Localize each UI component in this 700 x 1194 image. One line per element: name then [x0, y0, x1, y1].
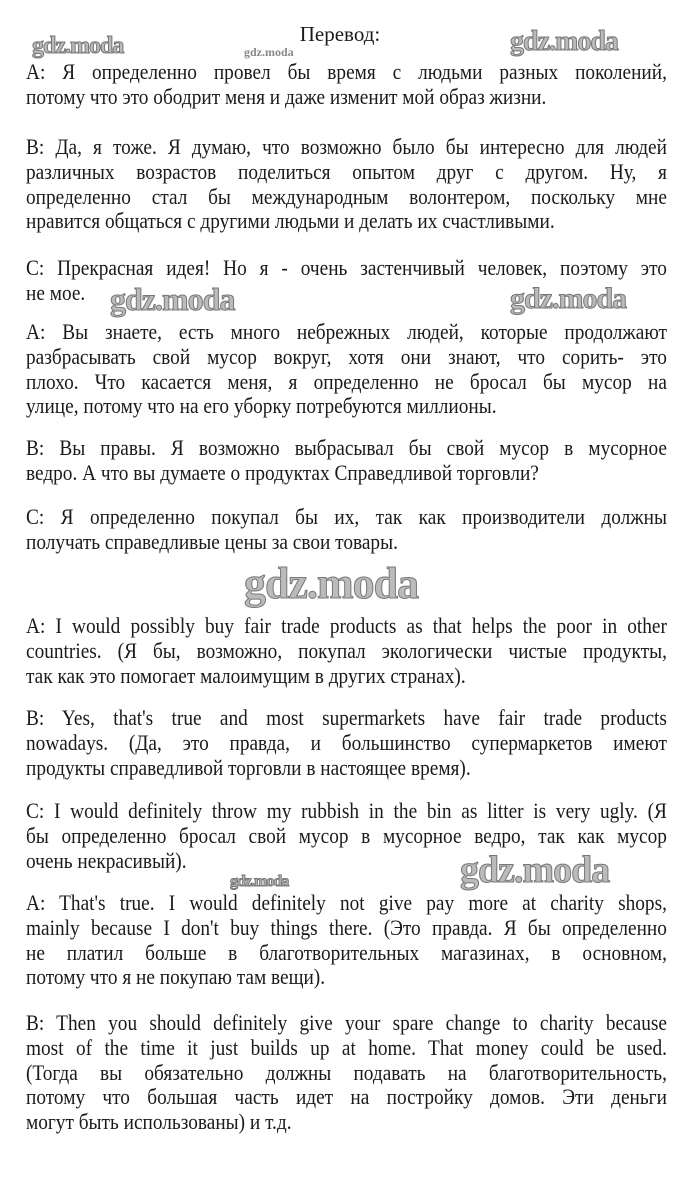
text-line: очень некрасивый). [26, 847, 187, 873]
dialogue-paragraph [26, 614, 667, 688]
dialogue-paragraph [26, 256, 667, 306]
text-line: В: Вы правы. Я возможно выбрасывал бы свой мусор в мусорное [26, 435, 667, 460]
dialogue-paragraph [26, 891, 667, 990]
text-line: нравится общаться с другими людьми и делать их счастливыми. [26, 208, 555, 234]
text-line: плохо. Что касается меня, я определенно не бросал бы мусор на [26, 368, 667, 394]
dialogue-paragraph [26, 799, 667, 873]
text-line: C: I would definitely throw my rubbish in the bin as litter is very ugly. (Я [26, 798, 667, 823]
watermark-logo: gdz.moda [110, 281, 235, 317]
text-line: mainly because I don't buy things there. (Это правда. Я бы определенно [26, 914, 667, 940]
text-line: так как это помогает малоимущим в других странах). [26, 662, 466, 688]
text-line: С: Я определенно покупал бы их, так как производители должны [26, 504, 667, 529]
watermark-logo: gdz.moda [510, 26, 618, 57]
watermark-logo: gdz.moda [244, 559, 419, 608]
text-line: A: That's true. I would definitely not give pay more at charity shops, [26, 890, 667, 915]
watermark-logo: gdz.moda [230, 873, 289, 890]
text-line: не мое. [26, 279, 86, 305]
text-line: nowadays. (Да, это правда, и большинство супермаркетов имеют [26, 729, 667, 755]
text-line: разбрасывать свой мусор вокруг, хотя они знают, что сорить- это [26, 343, 667, 369]
dialogue-paragraph [26, 320, 667, 419]
watermark-logo: gdz.moda [32, 33, 124, 59]
text-line: countries. (Я бы, возможно, покупал экологически чистые продукты, [26, 637, 667, 663]
dialogue-paragraph [26, 135, 667, 234]
text-line: получать справедливые цены за свои товары. [26, 528, 398, 554]
text-line: B: Then you should definitely give your spare change to charity because [26, 1010, 667, 1035]
text-line: A: I would possibly buy fair trade products as that helps the poor in other [26, 613, 667, 638]
dialogue-paragraph [26, 436, 667, 486]
text-line: С: Прекрасная идея! Но я - очень застенчивый человек, поэтому это [26, 255, 667, 280]
text-line: В: Да, я тоже. Я думаю, что возможно было бы интересно для людей [26, 134, 667, 159]
dialogue-paragraph [26, 706, 667, 780]
text-line: бы определенно бросал свой мусор в мусорное ведро, так как мусор [26, 822, 667, 848]
text-line: могут быть использованы) и т.д. [26, 1109, 292, 1135]
text-line: различных возрастов поделиться опытом друг с другом. Ну, я [26, 158, 667, 184]
watermark-logo: gdz.moda [510, 282, 627, 315]
text-line: потому что большая часть идет на постройку домов. Эти деньги [26, 1084, 667, 1110]
text-line: А: Я определенно провел бы время с людьми разных поколений, [26, 59, 667, 84]
text-line: продукты справедливой торговли в настоящее время). [26, 754, 471, 780]
watermark-logo: gdz.moda [244, 45, 294, 59]
dialogue-paragraph [26, 60, 667, 110]
text-line: most of the time it just builds up at home. That money could be used. [26, 1034, 667, 1060]
text-line: потому что я не покупаю там вещи). [26, 964, 326, 990]
watermark-logo: gdz.moda [460, 849, 610, 891]
text-line: не платил больше в благотворительных магазинах, в основном, [26, 939, 667, 965]
dialogue-paragraph [26, 505, 667, 555]
page-title: Перевод: [299, 22, 381, 46]
dialogue-paragraph [26, 1011, 667, 1135]
text-line: B: Yes, that's true and most supermarkets have fair trade products [26, 705, 667, 730]
text-line: потому что это ободрит меня и даже изменит мой образ жизни. [26, 83, 547, 109]
text-line: ведро. А что вы думаете о продуктах Справедливой торговли? [26, 459, 539, 485]
text-line: определенно стал бы международным волонтером, поскольку мне [26, 183, 667, 209]
text-line: (Тогда вы обязательно должны подавать на благотворительность, [26, 1059, 667, 1085]
text-line: А: Вы знаете, есть много небрежных людей, которые продолжают [26, 319, 667, 344]
text-line: улице, потому что на его уборку потребуются миллионы. [26, 393, 497, 419]
